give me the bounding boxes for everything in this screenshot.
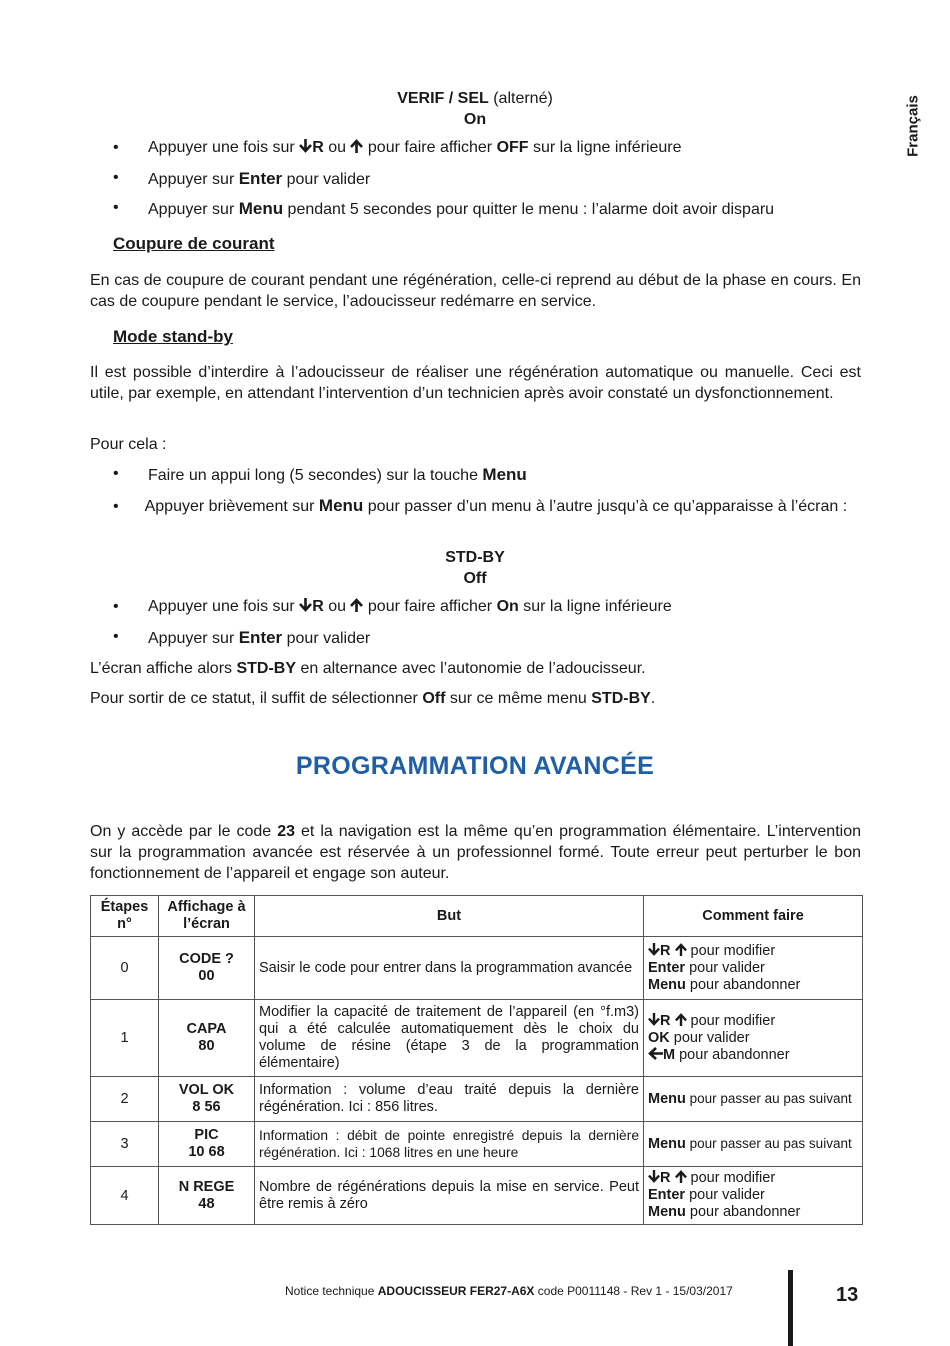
programming-table: [90, 895, 863, 1225]
coupure-text: En cas de coupure de courant pendant une régénération, celle-ci reprend au début de la phase en cours. En cas de coupure pendant le service, l’adoucisseur redémarre en service.: [90, 272, 861, 310]
footer-text: Notice technique ADOUCISSEUR FER27-A6X code P0011148 - Rev 1 - 15/03/2017: [285, 1284, 733, 1298]
verif-screen-title: VERIF / SEL: [397, 90, 489, 107]
display-cell: CODE ? 00: [159, 937, 255, 1000]
purpose-cell: Information : volume d’eau traité depuis la dernière régénération. Ici : 856 litres.: [255, 1077, 644, 1122]
display-cell: VOL OK 8 56: [159, 1077, 255, 1122]
header-comment: Comment faire: [644, 896, 863, 937]
purpose-cell: Saisir le code pour entrer dans la programmation avancée: [255, 937, 644, 1000]
how-cell: R pour modifier Enter pour valider Menu pour abandonner: [644, 1167, 863, 1225]
section-title: PROGRAMMATION AVANCÉE: [295, 752, 655, 780]
arrow-up-icon: [675, 1013, 687, 1026]
purpose-cell: Information : débit de pointe enregistré depuis la dernière régénération. Ici : 1068 litres en une heure: [255, 1122, 644, 1167]
standby-p1: L’écran affiche alors STD-BY en alternance avec l’autonomie de l’adoucisseur.: [90, 660, 646, 677]
table-row: [91, 1122, 863, 1167]
table-row: [91, 1077, 863, 1122]
standby-intro: Il est possible d’interdire à l’adoucisseur de réaliser une régénération automatique ou manuelle. Ceci est utile, par exemple, en attendant l’intervention d’un technicien après avoir constaté un dysfonctionnement.: [90, 364, 861, 402]
step-cell: 1: [91, 1000, 159, 1077]
header-but: But: [255, 896, 644, 937]
how-cell: Menu pour passer au pas suivant: [644, 1122, 863, 1167]
standby-p2: Pour sortir de ce statut, il suffit de sélectionner Off sur ce même menu STD-BY.: [90, 690, 656, 707]
header-affichage: Affichage à l’écran: [159, 896, 255, 937]
arrow-up-icon: [675, 943, 687, 956]
page-number: 13: [836, 1284, 859, 1306]
how-cell: R pour modifier Enter pour valider Menu pour abandonner: [644, 937, 863, 1000]
footer-divider: [788, 1270, 793, 1346]
coupure-heading: Coupure de courant: [113, 234, 275, 253]
arrow-down-icon: [648, 1170, 660, 1183]
purpose-cell: Modifier la capacité de traitement de l’appareil (en °f.m3) qui a été calculée automatiquement dès le choix du volume de résine (étape 3 de la programmation élémentaire): [255, 1000, 644, 1077]
arrow-down-icon: [648, 1013, 660, 1026]
pour-cela: Pour cela :: [90, 436, 167, 453]
table-row: [91, 1167, 863, 1225]
purpose-cell: Nombre de régénérations depuis la mise en service. Peut être remis à zéro: [255, 1167, 644, 1225]
arrow-up-icon: [675, 1170, 687, 1183]
arrow-left-icon: [648, 1047, 663, 1060]
arrow-up-icon: [350, 598, 363, 612]
arrow-down-icon: [299, 598, 312, 612]
display-cell: N REGE 48: [159, 1167, 255, 1225]
display-cell: CAPA 80: [159, 1000, 255, 1077]
standby-screen-value: Off: [463, 570, 487, 587]
arrow-up-icon: [350, 139, 363, 153]
header-etapes: Étapes n°: [91, 896, 159, 937]
standby-heading: Mode stand-by: [113, 327, 233, 346]
how-cell: Menu pour passer au pas suivant: [644, 1077, 863, 1122]
table-row: [91, 937, 863, 1000]
list-item: • Appuyer brièvement sur Menu pour passer d’un menu à l’autre jusqu’à ce qu’apparaisse à l’écran :: [113, 496, 848, 515]
verif-screen-value: On: [463, 111, 487, 128]
verif-screen-note: (alterné): [488, 90, 553, 107]
step-cell: 4: [91, 1167, 159, 1225]
verif-screen: [0, 88, 950, 130]
how-cell: R pour modifier OK pour valider M pour abandonner: [644, 1000, 863, 1077]
step-cell: 2: [91, 1077, 159, 1122]
table-row: [91, 1000, 863, 1077]
language-label: Français: [904, 95, 922, 157]
standby-screen: [0, 547, 950, 589]
standby-screen-title: STD-BY: [445, 549, 505, 566]
section-intro: On y accède par le code 23 et la navigation est la même qu’en programmation élémentaire. L’intervention sur la programmation avancée est réservée à un professionnel formé. Toute erreur peut perturber le bon fonctionnement de l’appareil et engage son auteur.: [90, 823, 862, 882]
arrow-down-icon: [648, 943, 660, 956]
step-cell: 0: [91, 937, 159, 1000]
step-cell: 3: [91, 1122, 159, 1167]
display-cell: PIC 10 68: [159, 1122, 255, 1167]
table-header-row: [91, 896, 863, 937]
arrow-down-icon: [299, 139, 312, 153]
